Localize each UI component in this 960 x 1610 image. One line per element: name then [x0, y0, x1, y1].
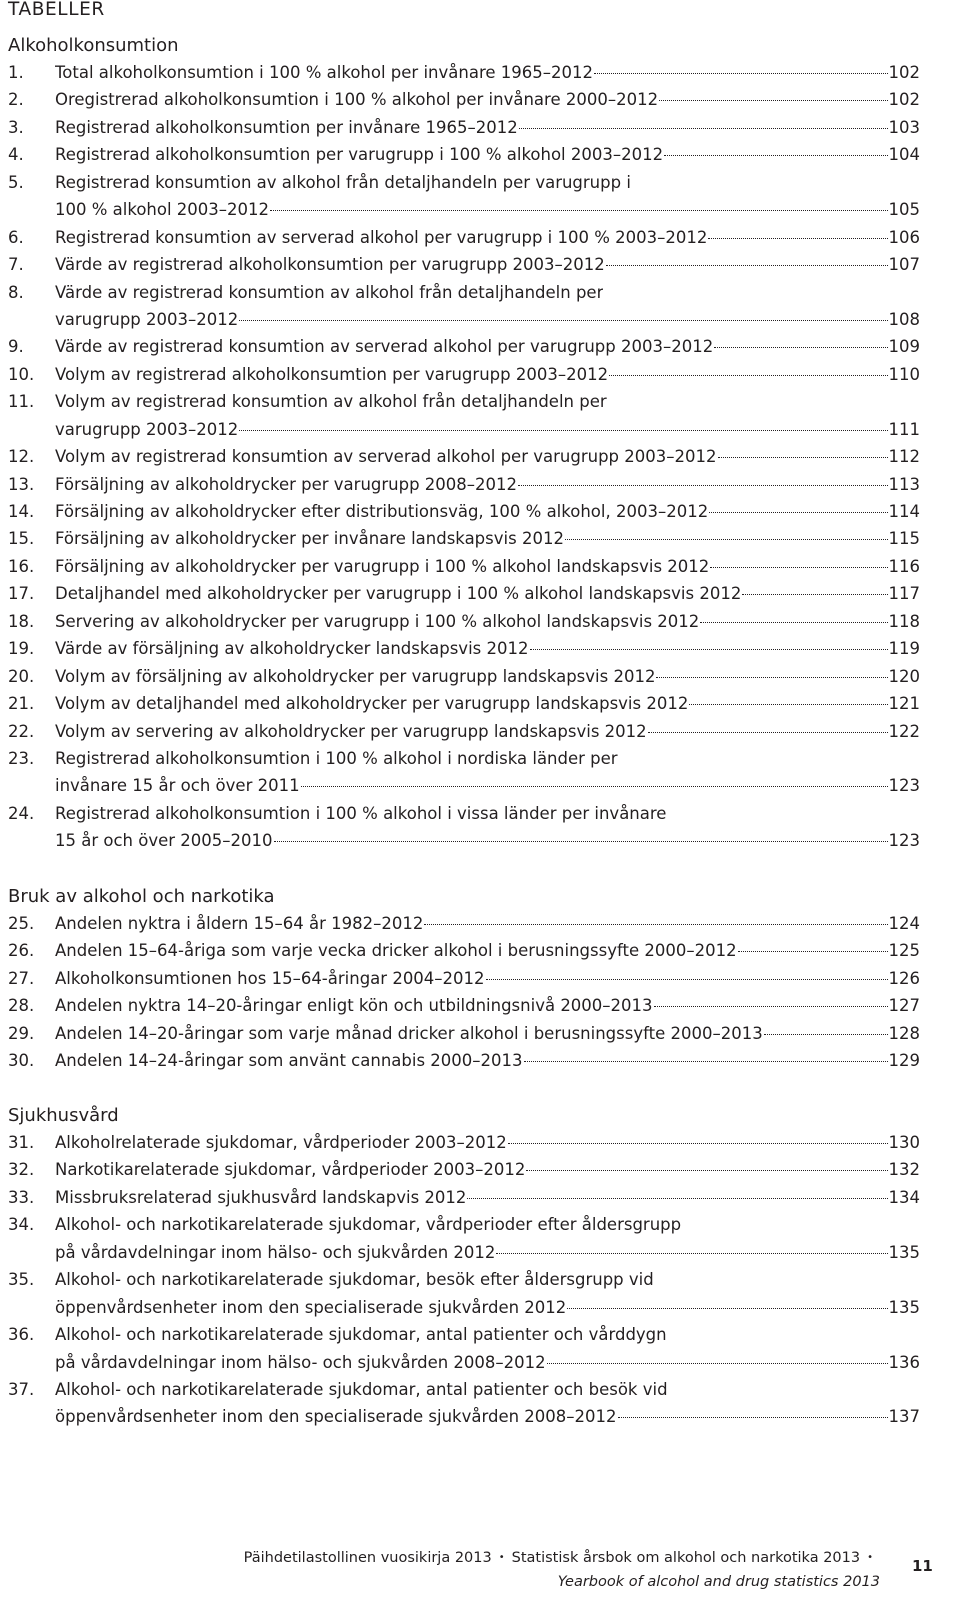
toc-entry-title: Värde av registrerad alkoholkonsumtion per varugrupp 2003–2012: [55, 255, 605, 275]
toc-entry-title: Andelen 15–64-åriga som varje vecka dricker alkohol i berusningssyfte 2000–2012: [55, 941, 737, 961]
toc-entry-title: varugrupp 2003–2012: [55, 419, 239, 439]
toc-entry-page: 135: [888, 1242, 920, 1262]
dot-leader: [689, 704, 887, 705]
toc-entry-page: 115: [888, 529, 920, 549]
toc-entry-number: 26.: [8, 941, 35, 961]
toc-entry-page: 137: [888, 1407, 920, 1427]
toc-entry-title: Registrerad alkoholkonsumtion per varugrupp i 100 % alkohol 2003–2012: [55, 145, 664, 165]
toc-entry-number: 20.: [8, 666, 35, 686]
dot-leader: [594, 73, 888, 74]
toc-entry-number: 2.: [8, 90, 24, 110]
toc-entry[interactable]: [8, 608, 920, 635]
toc-entry-title: på vårdavdelningar inom hälso- och sjukvården 2012: [55, 1242, 496, 1262]
dot-leader: [301, 786, 888, 787]
toc-entry-title: varugrupp 2003–2012: [55, 309, 239, 329]
toc-entry-title: Servering av alkoholdrycker per varugrupp i 100 % alkohol landskapsvis 2012: [55, 611, 700, 631]
toc-entry-page: 113: [888, 474, 920, 494]
toc-entry-number: 30.: [8, 1051, 35, 1071]
dot-leader: [239, 320, 887, 321]
toc-entry-title: Total alkoholkonsumtion i 100 % alkohol per invånare 1965–2012: [55, 63, 593, 82]
toc-entry-number: 32.: [8, 1160, 35, 1180]
toc-entry-title: Narkotikarelaterade sjukdomar, vårdperioder 2003–2012: [55, 1160, 526, 1180]
toc-entry-title: Volym av försäljning av alkoholdrycker per varugrupp landskapsvis 2012: [55, 666, 656, 686]
toc-entry-title: Andelen nyktra i åldern 15–64 år 1982–2012: [55, 914, 424, 933]
toc-entry[interactable]: [8, 361, 920, 388]
dot-leader: [567, 1308, 887, 1309]
dot-leader: [606, 265, 888, 266]
toc-entry-title: Volym av registrerad konsumtion av serverad alkohol per varugrupp 2003–2012: [55, 447, 717, 467]
toc-entry-number: 34.: [8, 1215, 35, 1235]
toc-entry-page: 119: [888, 639, 920, 659]
toc-entry-title: Försäljning av alkoholdrycker efter distributionsväg, 100 % alkohol, 2003–2012: [55, 502, 709, 521]
dot-leader: [764, 1034, 888, 1035]
toc-entry[interactable]: [8, 471, 920, 498]
toc-entry-number: 10.: [8, 364, 35, 384]
toc-entry-number: 25.: [8, 914, 35, 933]
toc-entry-page: 130: [888, 1133, 920, 1152]
toc-entry-number: 18.: [8, 611, 35, 631]
toc-entry-title: Andelen 14–24-åringar som använt cannabis 2000–2013: [55, 1051, 523, 1071]
dot-leader: [486, 979, 888, 980]
toc-entry-number: 19.: [8, 639, 35, 659]
toc-entry-number: 4.: [8, 145, 24, 165]
footer-title-sv: Statistisk årsbok om alkohol och narkotika 2013: [511, 1550, 861, 1566]
toc-entry-title: Försäljning av alkoholdrycker per invånare landskapsvis 2012: [55, 529, 564, 549]
toc-entry[interactable]: [8, 910, 920, 937]
toc-entry-title: Registrerad konsumtion av alkohol från detaljhandeln per varugrupp i: [55, 172, 631, 192]
dot-leader: [648, 732, 888, 733]
toc-section: [8, 33, 920, 855]
section-heading: Sjukhusvård: [8, 1105, 119, 1126]
toc-entry-title: Registrerad alkoholkonsumtion i 100 % alkohol i vissa länder per invånare: [55, 803, 667, 823]
toc-entry-number: 37.: [8, 1379, 35, 1399]
toc-entry[interactable]: [8, 580, 920, 607]
toc-entry[interactable]: [8, 1184, 920, 1211]
dot-leader: [526, 1170, 887, 1171]
toc-entry-title: Missbruksrelaterad sjukhusvård landskapvis 2012: [55, 1187, 467, 1207]
dot-leader: [609, 375, 887, 376]
toc-entry-page: 117: [888, 584, 920, 604]
footer-title-fi: Päihdetilastollinen vuosikirja 2013: [243, 1550, 492, 1566]
toc-entry-title: Volym av registrerad alkoholkonsumtion per varugrupp 2003–2012: [55, 364, 609, 384]
toc-entry-title: Registrerad alkoholkonsumtion i 100 % alkohol i nordiska länder per: [55, 748, 618, 768]
dot-leader: [274, 841, 888, 842]
dot-leader: [664, 155, 887, 156]
toc-entry-page: 112: [888, 447, 920, 467]
toc-entry-page: 129: [888, 1051, 920, 1071]
toc-entry-title: Volym av detaljhandel med alkoholdrycker per varugrupp landskapsvis 2012: [55, 694, 689, 714]
toc-entry-title: Värde av försäljning av alkoholdrycker landskapsvis 2012: [55, 639, 529, 659]
toc-entry[interactable]: [8, 1047, 920, 1074]
dot-leader: [547, 1363, 888, 1364]
toc-entry[interactable]: [8, 1129, 920, 1156]
toc-entry[interactable]: [8, 525, 920, 552]
dot-leader: [742, 594, 887, 595]
toc-entry-page: 104: [888, 145, 920, 165]
footer: [244, 1547, 880, 1593]
toc-entry-page: 102: [888, 63, 920, 82]
toc-entry-number: 23.: [8, 748, 35, 768]
toc-entry-title: Registrerad konsumtion av serverad alkohol per varugrupp i 100 % 2003–2012: [55, 227, 708, 247]
dot-leader: [656, 677, 887, 678]
toc-entry-number: 31.: [8, 1133, 35, 1152]
dot-leader: [519, 128, 888, 129]
footer-title-en: Yearbook of alcohol and drug statistics 2013: [557, 1574, 880, 1590]
toc-entry-title: Alkohol- och narkotikarelaterade sjukdomar, vårdperioder efter åldersgrupp: [55, 1215, 682, 1235]
toc-entry-page: 135: [888, 1297, 920, 1317]
toc-entry-page: 136: [888, 1352, 920, 1372]
dot-leader: [659, 100, 887, 101]
toc-entry[interactable]: [8, 196, 920, 223]
toc-entry-page: 123: [888, 776, 920, 796]
footer-line-1: [244, 1547, 880, 1571]
toc-entry-title: Andelen 14–20-åringar som varje månad dricker alkohol i berusningssyfte 2000–2013: [55, 1023, 763, 1043]
toc-entry-page: 103: [888, 117, 920, 137]
toc-entry-title: Värde av registrerad konsumtion av alkohol från detaljhandeln per: [55, 282, 604, 302]
toc-entry[interactable]: [8, 937, 920, 964]
toc-entry-page: 111: [888, 419, 920, 439]
toc-entry[interactable]: [8, 169, 920, 196]
toc-entry-number: 1.: [8, 63, 24, 82]
dot-leader: [708, 238, 887, 239]
toc-entry-title: Andelen nyktra 14–20-åringar enligt kön och utbildningsnivå 2000–2013: [55, 996, 653, 1016]
dot-leader: [718, 457, 888, 458]
toc-entry-page: 108: [888, 309, 920, 329]
toc-entry[interactable]: [8, 1211, 920, 1238]
toc-entry-number: 27.: [8, 968, 35, 988]
toc-entry-title: Alkohol- och narkotikarelaterade sjukdomar, besök efter åldersgrupp vid: [55, 1270, 654, 1290]
toc-entry-title: 100 % alkohol 2003–2012: [55, 200, 270, 220]
toc-entry-number: 17.: [8, 584, 35, 604]
dot-leader: [618, 1417, 888, 1418]
toc-entry-page: 127: [888, 996, 920, 1016]
toc-entry-number: 33.: [8, 1187, 35, 1207]
toc-entry-page: 134: [888, 1187, 920, 1207]
dot-leader: [518, 485, 887, 486]
toc-entry-page: 105: [888, 200, 920, 220]
dot-leader: [424, 924, 887, 925]
section-heading: Alkoholkonsumtion: [8, 35, 179, 56]
page-title: TABELLER: [8, 0, 105, 20]
toc-entry-number: 14.: [8, 502, 35, 521]
toc-entry[interactable]: [8, 333, 920, 360]
toc-entry-number: 5.: [8, 172, 24, 192]
toc-entry-title: Försäljning av alkoholdrycker per varugrupp i 100 % alkohol landskapsvis 2012: [55, 556, 710, 576]
toc-section: [8, 1103, 920, 1431]
toc-entry-number: 6.: [8, 227, 24, 247]
toc-entry[interactable]: [8, 1266, 920, 1293]
toc-entry-title: Volym av servering av alkoholdrycker per varugrupp landskapsvis 2012: [55, 721, 647, 741]
toc-entry-title: invånare 15 år och över 2011: [55, 776, 300, 796]
toc-entry[interactable]: [8, 251, 920, 278]
footer-separator: •: [498, 1552, 505, 1563]
toc-entry[interactable]: [8, 663, 920, 690]
toc-entry-title: 15 år och över 2005–2010: [55, 831, 273, 851]
toc-entry[interactable]: [8, 1239, 920, 1266]
toc-entry-title: Alkoholrelaterade sjukdomar, vårdperioder 2003–2012: [55, 1133, 507, 1152]
toc-entry-number: 15.: [8, 529, 35, 549]
toc-entry-number: 24.: [8, 803, 35, 823]
toc-entry-page: 123: [888, 831, 920, 851]
toc-entry-title: Volym av registrerad konsumtion av alkohol från detaljhandeln per: [55, 392, 607, 412]
dot-leader: [738, 951, 888, 952]
toc-entry-page: 128: [888, 1023, 920, 1043]
dot-leader: [270, 210, 887, 211]
toc-entry-title: Registrerad alkoholkonsumtion per invånare 1965–2012: [55, 117, 518, 137]
toc-entry-title: öppenvårdsenheter inom den specialiserade sjukvården 2012: [55, 1297, 567, 1317]
toc-entry-page: 106: [888, 227, 920, 247]
toc-entry-number: 8.: [8, 282, 24, 302]
dot-leader: [709, 512, 887, 513]
toc-entry-page: 109: [888, 337, 920, 357]
toc-entry-page: 121: [888, 694, 920, 714]
toc-entry-number: 11.: [8, 392, 35, 412]
toc-entry-title: Alkohol- och narkotikarelaterade sjukdomar, antal patienter och vårddygn: [55, 1325, 667, 1345]
dot-leader: [524, 1061, 888, 1062]
dot-leader: [496, 1253, 887, 1254]
toc-entry-number: 29.: [8, 1023, 35, 1043]
toc-entry-page: 114: [888, 502, 920, 521]
dot-leader: [508, 1143, 888, 1144]
toc-entry[interactable]: [8, 141, 920, 168]
toc-entry[interactable]: [8, 1156, 920, 1183]
toc-entry[interactable]: [8, 553, 920, 580]
toc-entry[interactable]: [8, 772, 920, 799]
toc-entry-page: 102: [888, 90, 920, 110]
toc-entry[interactable]: [8, 635, 920, 662]
dot-leader: [654, 1006, 888, 1007]
toc-entry[interactable]: [8, 1349, 920, 1376]
toc-entry[interactable]: [8, 388, 920, 415]
dot-leader: [239, 430, 887, 431]
toc-entry-page: 120: [888, 666, 920, 686]
toc-entry-number: 7.: [8, 255, 24, 275]
toc-entry-title: på vårdavdelningar inom hälso- och sjukvården 2008–2012: [55, 1352, 546, 1372]
dot-leader: [710, 567, 887, 568]
toc-entry[interactable]: [8, 1294, 920, 1321]
toc-entry-number: 3.: [8, 117, 24, 137]
page-number: 11: [912, 1557, 933, 1575]
toc-entry-title: Oregistrerad alkoholkonsumtion i 100 % alkohol per invånare 2000–2012: [55, 90, 659, 110]
toc-entry-title: Detaljhandel med alkoholdrycker per varugrupp i 100 % alkohol landskapsvis 2012: [55, 584, 742, 604]
toc-entry[interactable]: [8, 1376, 920, 1403]
toc-entry-number: 13.: [8, 474, 35, 494]
dot-leader: [565, 539, 888, 540]
toc-entry-number: 16.: [8, 556, 35, 576]
toc-entry[interactable]: [8, 224, 920, 251]
toc-entry-page: 124: [888, 914, 920, 933]
dot-leader: [714, 347, 887, 348]
toc-entry[interactable]: [8, 59, 920, 86]
toc-entry-title: Alkohol- och narkotikarelaterade sjukdomar, antal patienter och besök vid: [55, 1379, 668, 1399]
toc-entry[interactable]: [8, 800, 920, 827]
toc-entry-title: öppenvårdsenheter inom den specialiserade sjukvården 2008–2012: [55, 1407, 617, 1427]
toc-entry-page: 118: [888, 611, 920, 631]
toc-entry-page: 110: [888, 364, 920, 384]
toc-entry-page: 125: [888, 941, 920, 961]
toc-entry-page: 116: [888, 556, 920, 576]
toc-entry[interactable]: [8, 965, 920, 992]
toc-entry[interactable]: [8, 306, 920, 333]
toc-entry-number: 21.: [8, 694, 35, 714]
footer-separator: •: [867, 1552, 873, 1563]
toc-entry[interactable]: [8, 1321, 920, 1348]
toc-section: [8, 884, 920, 1075]
toc-entry-number: 28.: [8, 996, 35, 1016]
toc-entry[interactable]: [8, 443, 920, 470]
toc-entry-number: 35.: [8, 1270, 35, 1290]
toc-entry[interactable]: [8, 416, 920, 443]
toc-entry-number: 36.: [8, 1325, 35, 1345]
toc-entry[interactable]: [8, 992, 920, 1019]
toc-entry-page: 132: [888, 1160, 920, 1180]
dot-leader: [467, 1198, 887, 1199]
toc-entry-page: 122: [888, 721, 920, 741]
toc-entry[interactable]: [8, 114, 920, 141]
section-heading: Bruk av alkohol och narkotika: [8, 886, 275, 907]
toc-entry-page: 107: [888, 255, 920, 275]
toc-entry[interactable]: [8, 827, 920, 854]
toc-entry[interactable]: [8, 498, 920, 525]
dot-leader: [700, 622, 887, 623]
toc-entry-number: 22.: [8, 721, 35, 741]
toc-entry-number: 12.: [8, 447, 35, 467]
toc-entry[interactable]: [8, 279, 920, 306]
toc-entry[interactable]: [8, 745, 920, 772]
toc-entry-title: Värde av registrerad konsumtion av serverad alkohol per varugrupp 2003–2012: [55, 337, 714, 357]
toc-entry-page: 126: [888, 968, 920, 988]
toc-entry-number: 9.: [8, 337, 24, 357]
dot-leader: [530, 649, 888, 650]
toc-entry-title: Försäljning av alkoholdrycker per varugrupp 2008–2012: [55, 474, 518, 494]
toc-entry[interactable]: [8, 1403, 920, 1430]
toc-entry[interactable]: [8, 690, 920, 717]
toc-entry[interactable]: [8, 86, 920, 113]
toc-entry[interactable]: [8, 1020, 920, 1047]
toc-entry[interactable]: [8, 718, 920, 745]
toc-entry-title: Alkoholkonsumtionen hos 15–64-åringar 2004–2012: [55, 968, 485, 988]
